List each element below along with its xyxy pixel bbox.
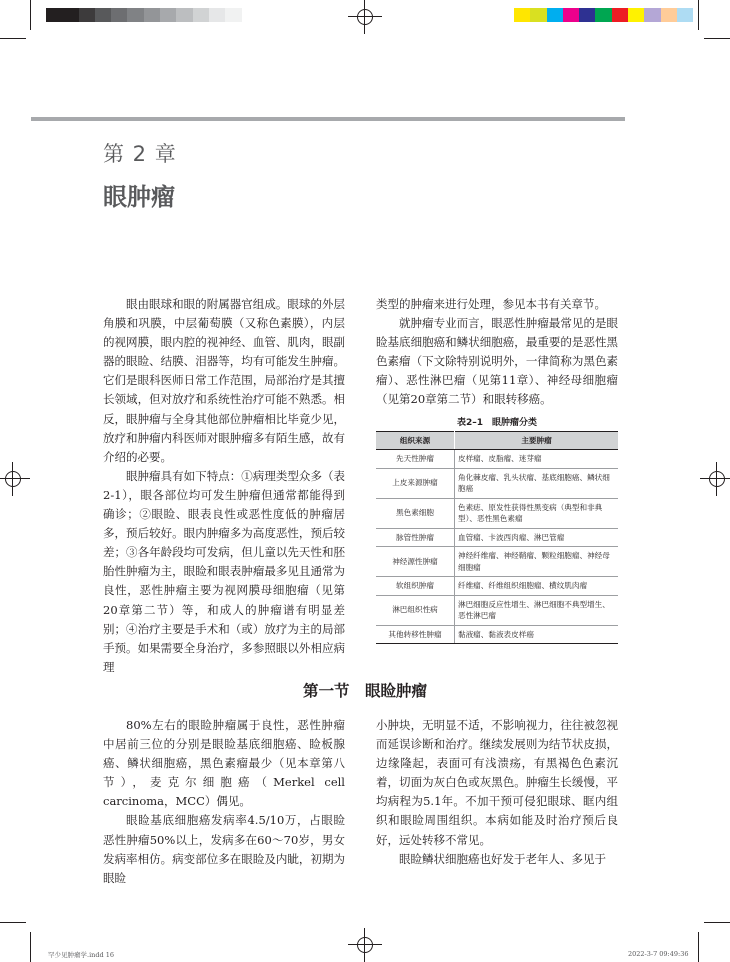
table-cell: 脉管性肿瘤 bbox=[376, 528, 455, 547]
table-cell: 其他转移性肿瘤 bbox=[376, 625, 455, 644]
crop-mark bbox=[704, 38, 730, 39]
paragraph: 眼由眼球和眼的附属器官组成。眼球的外层角膜和巩膜，中层葡萄膜（又称色素膜），内层的视网膜，眼内腔的视神经、血管、肌肉，眼副器的眼睑、结膜、泪器等，均有可能发生肿瘤。它们是眼科医师日常工作范围，局部治疗是其擅长领域，但对放疗和系统性治疗可能不熟悉。相反，眼肿瘤与全身其他部位肿瘤相比毕竟少见，放疗和肿瘤内科医师对眼肿瘤多有陌生感，故有介绍的必要。 bbox=[103, 297, 345, 464]
calibration-swatch bbox=[514, 8, 530, 22]
table-cell: 淋巴细胞反应性增生、淋巴细胞不典型增生、恶性淋巴瘤 bbox=[455, 595, 619, 625]
paragraph: 类型的肿瘤来进行处理，参见本书有关章节。 bbox=[376, 297, 606, 311]
calibration-swatch bbox=[595, 8, 611, 22]
calibration-swatch bbox=[176, 8, 192, 22]
calibration-swatch bbox=[225, 8, 241, 22]
calibration-swatch bbox=[563, 8, 579, 22]
table-row bbox=[376, 468, 618, 498]
paragraph: 眼睑鳞状细胞癌也好发于老年人、多见于 bbox=[399, 851, 606, 866]
gray-calibration-bar bbox=[46, 8, 242, 22]
crop-mark bbox=[0, 38, 26, 39]
table-header: 组织来源 bbox=[376, 432, 455, 450]
table-caption: 表2–1 眼肿瘤分类 bbox=[456, 418, 538, 428]
crop-mark bbox=[0, 922, 26, 923]
table-row bbox=[376, 450, 618, 469]
calibration-swatch bbox=[612, 8, 628, 22]
crop-mark bbox=[698, 0, 699, 30]
table-cell: 黑色素细胞 bbox=[376, 498, 455, 528]
section-title: 第一节 眼睑肿瘤 bbox=[302, 682, 427, 700]
crop-mark bbox=[30, 932, 31, 962]
paragraph: 眼睑基底细胞癌发病率4.5/10万，占眼睑恶性肿瘤50%以上，发病多在60～70岁，男女发病率相仿。病变部位多在眼睑及内眦，初期为眼睑 bbox=[103, 813, 345, 885]
chapter-rule bbox=[31, 117, 625, 121]
intro-left-column bbox=[103, 295, 345, 677]
table-cell: 黏液瘤、黏液表皮样癌 bbox=[455, 625, 619, 644]
paragraph: 80%左右的眼睑肿瘤属于良性，恶性肿瘤中居前三位的分别是眼睑基底细胞癌、睑板腺癌、鳞状细胞癌，黑色素瘤最少（见本章第八节），麦克尔细胞癌（Merkel cell carcinoma，MCC）偶见。 bbox=[103, 718, 345, 809]
table-cell: 软组织肿瘤 bbox=[376, 577, 455, 596]
calibration-swatch bbox=[579, 8, 595, 22]
registration-mark-left bbox=[0, 462, 30, 496]
section-left-column bbox=[103, 716, 345, 888]
table-cell: 纤维瘤、纤维组织细胞瘤、横纹肌肉瘤 bbox=[455, 577, 619, 596]
calibration-swatch bbox=[79, 8, 95, 22]
calibration-swatch bbox=[127, 8, 143, 22]
table-cell: 皮样瘤、皮脂瘤、迷芽瘤 bbox=[455, 450, 619, 469]
table-cell: 血管瘤、卡波西肉瘤、淋巴管瘤 bbox=[455, 528, 619, 547]
table-row bbox=[376, 595, 618, 625]
table-cell: 神经纤维瘤、神经鞘瘤、颗粒细胞瘤、神经母细胞瘤 bbox=[455, 547, 619, 577]
calibration-swatch bbox=[46, 8, 62, 22]
table-cell: 角化棘皮瘤、乳头状瘤、基底细胞癌、鳞状细胞癌 bbox=[455, 468, 619, 498]
table-row bbox=[376, 528, 618, 547]
chapter-title: 眼肿瘤 bbox=[103, 183, 175, 211]
registration-mark-top bbox=[348, 0, 382, 34]
calibration-swatch bbox=[677, 8, 693, 22]
table-header-row bbox=[376, 432, 618, 450]
calibration-swatch bbox=[144, 8, 160, 22]
calibration-swatch bbox=[193, 8, 209, 22]
table-header: 主要肿瘤 bbox=[455, 432, 619, 450]
calibration-swatch bbox=[209, 8, 225, 22]
crop-mark bbox=[704, 922, 730, 923]
intro-right-column bbox=[376, 295, 618, 410]
paragraph: 就肿瘤专业而言，眼恶性肿瘤最常见的是眼睑基底细胞癌和鳞状细胞癌，最重要的是恶性黑色素瘤（下文除特别说明外，一律简称为黑色素瘤）、恶性淋巴瘤（见第11章）、神经母细胞瘤（见第20章第二节）和眼转移癌。 bbox=[376, 316, 618, 407]
table-row bbox=[376, 625, 618, 644]
calibration-swatch bbox=[644, 8, 660, 22]
print-timestamp: 2022-3-7 09:49:36 bbox=[628, 950, 689, 958]
table-cell: 神经源性肿瘤 bbox=[376, 547, 455, 577]
paragraph: 眼肿瘤具有如下特点：①病理类型众多（表2-1），眼各部位均可发生肿瘤但通常都能得到确诊；②眼睑、眼表良性或恶性度低的肿瘤居多，预后较好。眼内肿瘤多为高度恶性，预后较差；③各年龄段均可发病，但儿童以先天性和胚胎性肿瘤为主，眼睑和眼表肿瘤最多见且通常为良性，恶性肿瘤主要为视网膜母细胞瘤（见第20章第二节）等，和成人的肿瘤谱有明显差别；④治疗主要是手术和（或）放疗为主的局部手预。如果需要全身治疗，多参照眼以外相应病理 bbox=[103, 468, 345, 674]
paragraph: 小肿块，无明显不适，不影响视力，往往被忽视而延误诊断和治疗。继续发展则为结节状皮损，边缘隆起，表面可有浅溃疡，有黑褐色色素沉着，切面为灰白色或灰黑色。肿瘤生长缓慢，平均病程为5.1年。不加干预可侵犯眼球、眶内组织和眼睑周围组织。本病如能及时治疗预后良好，远处转移不常见。 bbox=[376, 718, 618, 847]
registration-mark-bottom bbox=[348, 928, 382, 962]
table-cell: 色素痣、原发性获得性黑变病（典型和非典型）、恶性黑色素瘤 bbox=[455, 498, 619, 528]
calibration-swatch bbox=[95, 8, 111, 22]
tumor-classification-table bbox=[376, 431, 618, 644]
calibration-swatch bbox=[628, 8, 644, 22]
calibration-swatch bbox=[62, 8, 78, 22]
section-right-column bbox=[376, 716, 618, 869]
calibration-swatch bbox=[547, 8, 563, 22]
crop-mark bbox=[698, 932, 699, 962]
calibration-swatch bbox=[111, 8, 127, 22]
chapter-number: 第 2 章 bbox=[103, 142, 177, 166]
registration-mark-right bbox=[700, 462, 730, 496]
table-cell: 淋巴组织性病 bbox=[376, 595, 455, 625]
crop-mark bbox=[30, 0, 31, 30]
table-cell: 先天性肿瘤 bbox=[376, 450, 455, 469]
color-calibration-bar bbox=[514, 8, 693, 22]
table-row bbox=[376, 498, 618, 528]
table-cell: 上皮来源肿瘤 bbox=[376, 468, 455, 498]
table-row bbox=[376, 547, 618, 577]
table-row bbox=[376, 577, 618, 596]
calibration-swatch bbox=[530, 8, 546, 22]
calibration-swatch bbox=[661, 8, 677, 22]
calibration-swatch bbox=[160, 8, 176, 22]
file-slug: 罕少见肿瘤学.indd 16 bbox=[48, 951, 114, 959]
